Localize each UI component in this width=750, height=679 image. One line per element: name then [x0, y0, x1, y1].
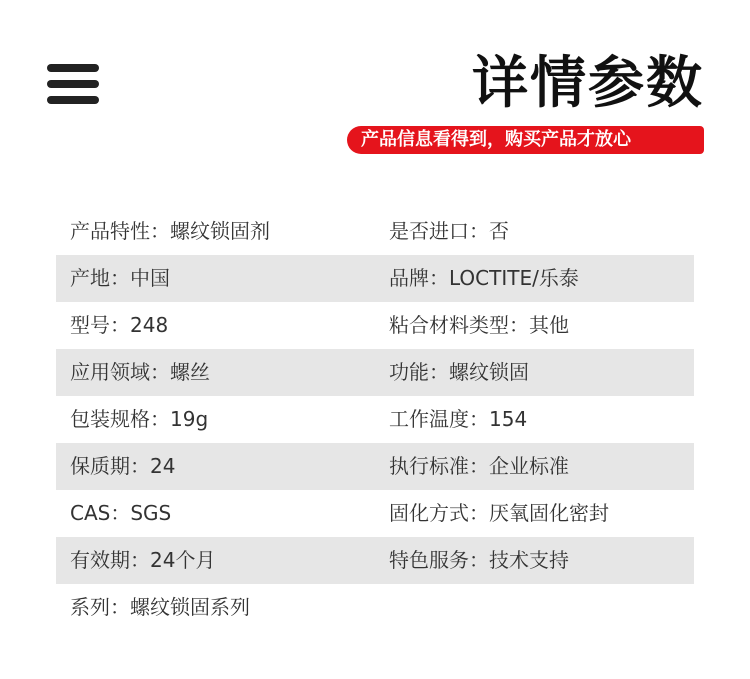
spec-row	[56, 208, 694, 255]
spec-cell-left: 产品特性：螺纹锁固剂	[70, 219, 270, 243]
spec-row	[56, 302, 694, 349]
spec-cell-right: 工作温度：154	[389, 407, 528, 431]
spec-cell-left: 保质期：24	[70, 454, 176, 478]
spec-cell-left: 产地：中国	[70, 266, 170, 290]
spec-row	[56, 584, 694, 631]
slogan-banner	[347, 126, 704, 154]
spec-cell-right: 粘合材料类型：其他	[389, 313, 569, 337]
spec-table	[56, 208, 694, 631]
spec-cell-right: 品牌：LOCTITE/乐泰	[389, 266, 579, 290]
menu-bar-middle	[47, 80, 99, 88]
spec-cell-left: 包装规格：19g	[70, 407, 209, 431]
hamburger-menu-icon[interactable]	[47, 64, 99, 104]
spec-cell-right: 功能：螺纹锁固	[389, 360, 529, 384]
spec-cell-left: CAS：SGS	[70, 501, 172, 525]
menu-bar-bottom	[47, 96, 99, 104]
spec-cell-left: 系列：螺纹锁固系列	[70, 595, 250, 619]
spec-cell-right: 固化方式：厌氧固化密封	[389, 501, 609, 525]
spec-cell-right: 特色服务：技术支持	[389, 548, 569, 572]
spec-row	[56, 396, 694, 443]
spec-cell-left: 型号：248	[70, 313, 169, 337]
spec-cell-left: 有效期：24个月	[70, 548, 216, 572]
menu-bar-top	[47, 64, 99, 72]
spec-row	[56, 490, 694, 537]
spec-row	[56, 443, 694, 490]
spec-row	[56, 255, 694, 302]
spec-cell-right: 执行标准：企业标准	[389, 454, 569, 478]
spec-row	[56, 349, 694, 396]
slogan-text: 产品信息看得到，购买产品才放心	[361, 129, 631, 150]
spec-cell-left: 应用领域：螺丝	[70, 360, 210, 384]
spec-cell-right: 是否进口：否	[389, 219, 509, 243]
spec-row	[56, 537, 694, 584]
page-title: 详情参数	[472, 51, 704, 116]
